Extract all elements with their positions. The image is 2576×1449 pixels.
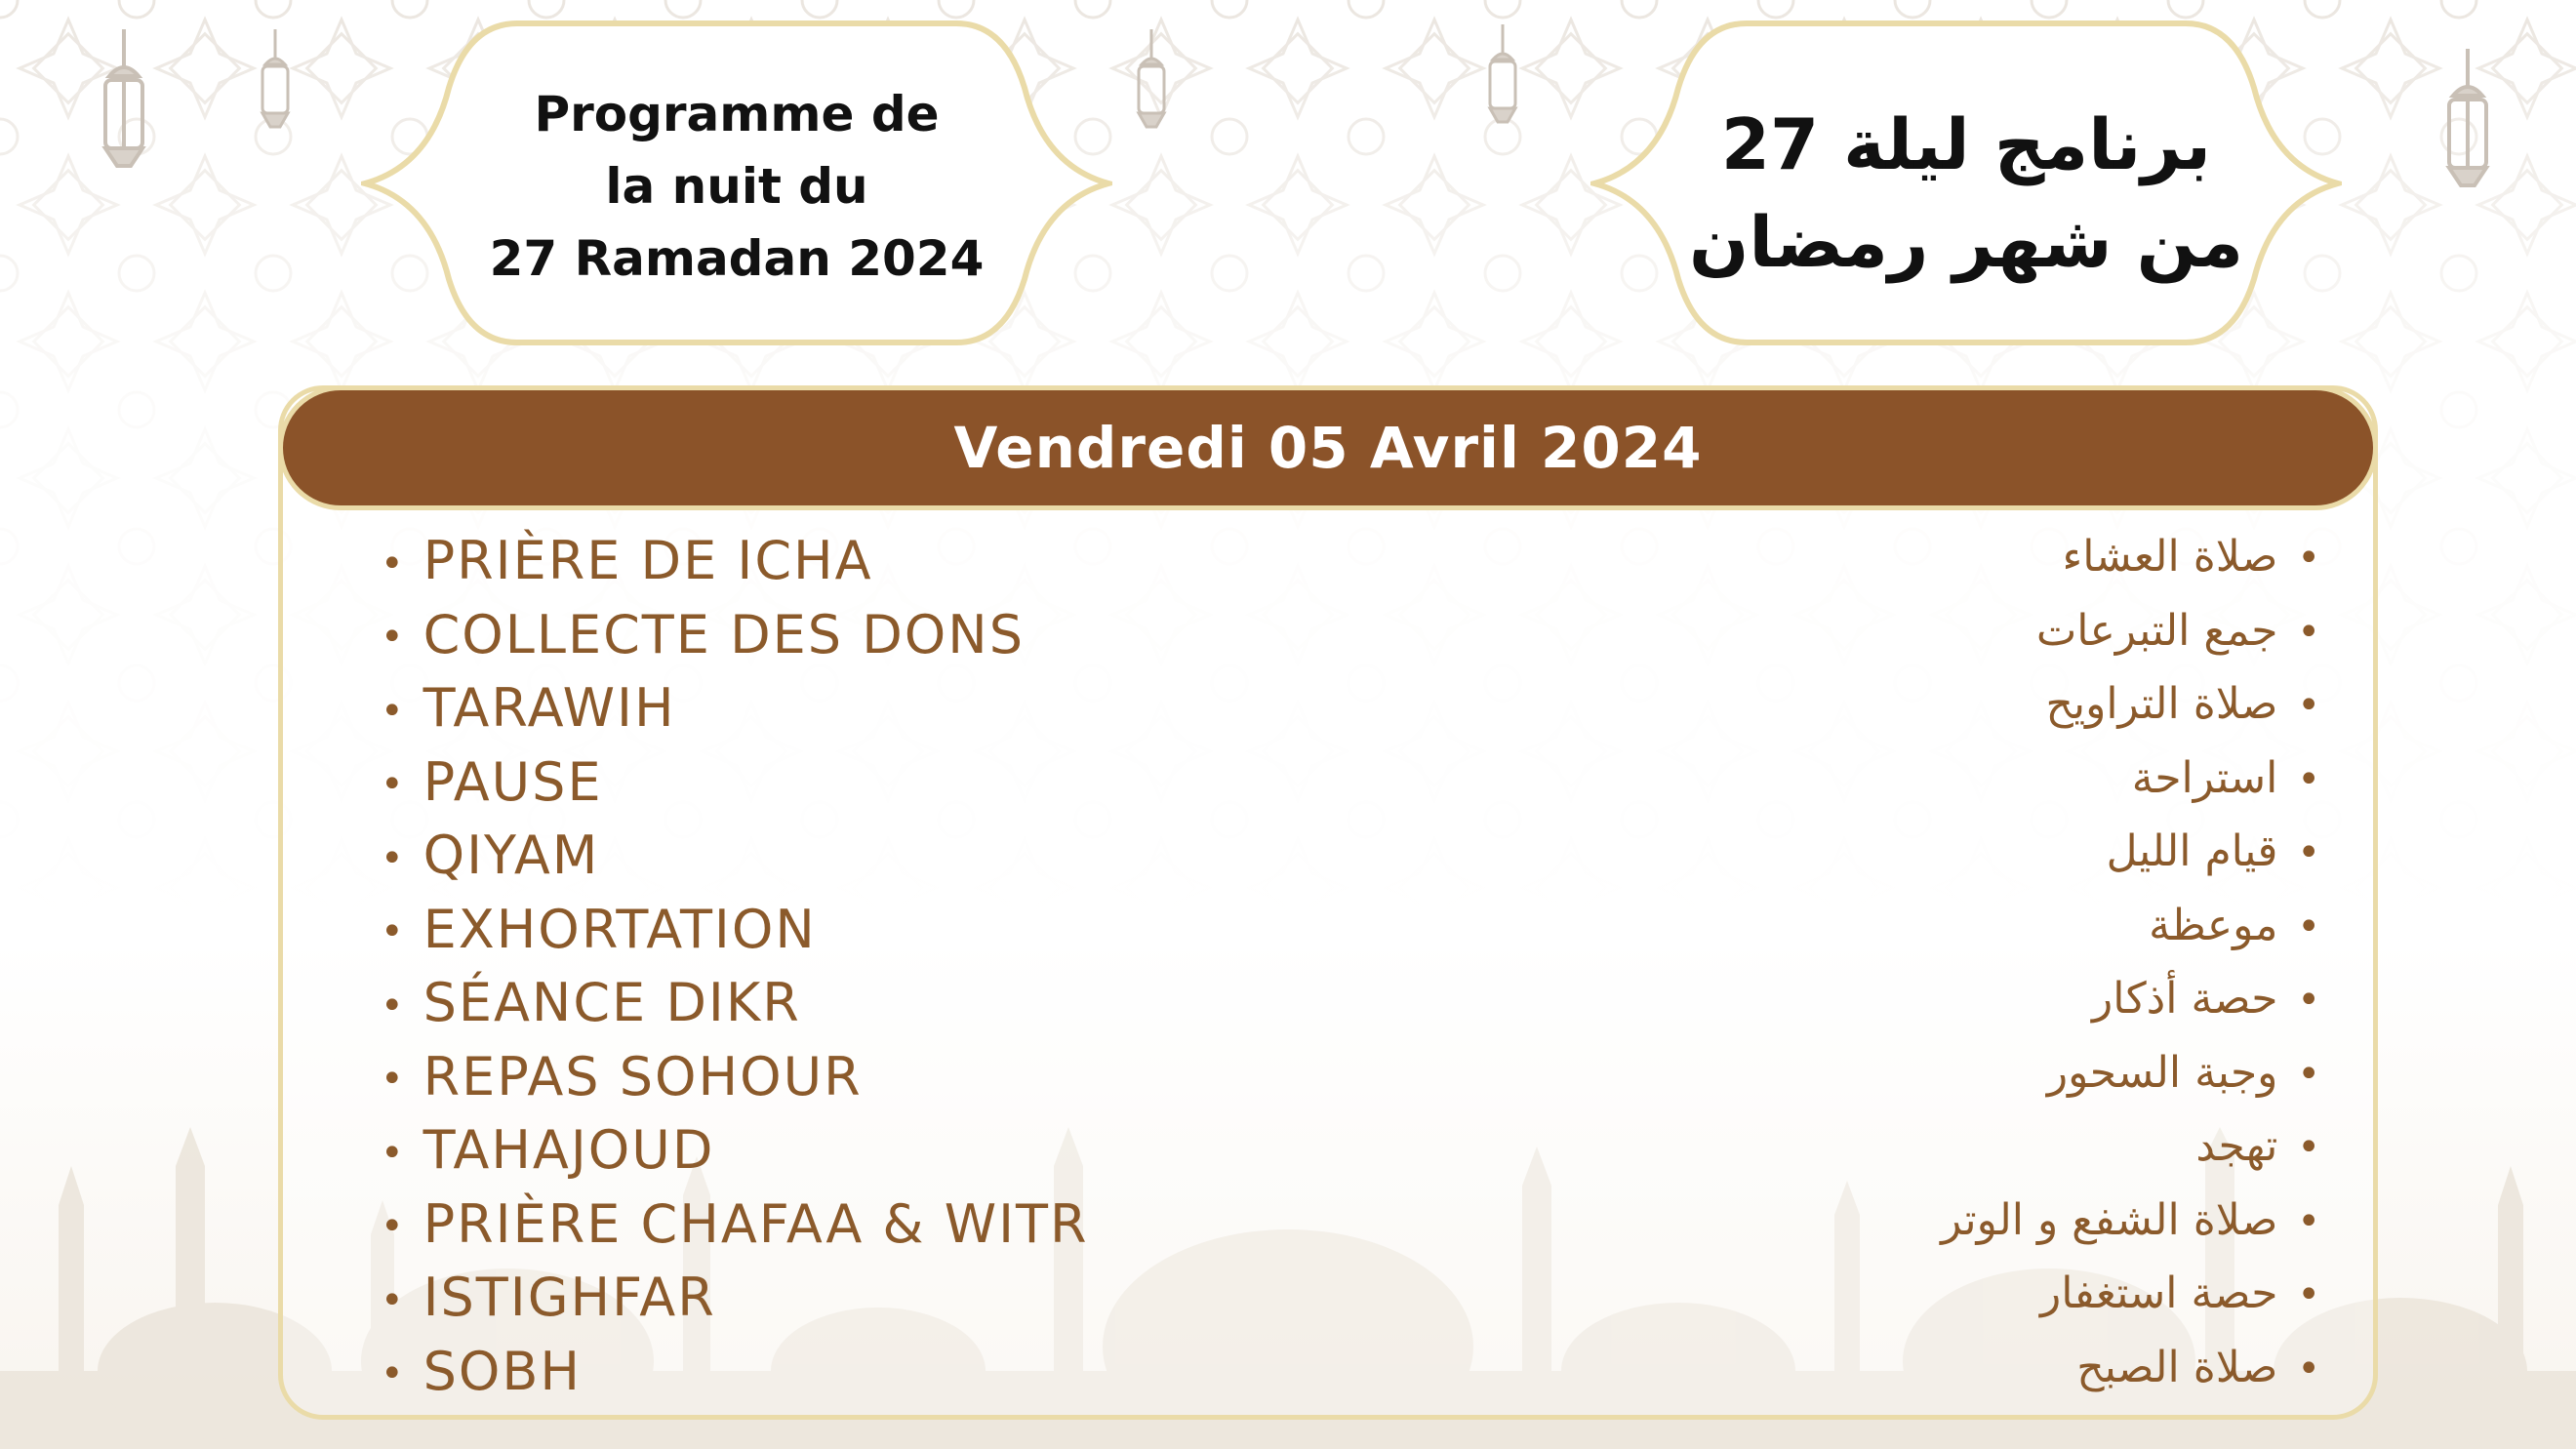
title-line: 27 Ramadan 2024 <box>489 230 985 287</box>
list-item <box>381 1113 1089 1187</box>
list-item <box>381 745 1089 820</box>
bullet: • <box>381 1057 406 1103</box>
item-label: SÉANCE DIKR <box>423 972 801 1033</box>
bullet: • <box>381 615 406 661</box>
list-item <box>1941 520 2320 594</box>
item-label: موعظة <box>2149 900 2278 950</box>
list-item <box>381 671 1089 745</box>
item-label: PRIÈRE CHAFAA & WITR <box>423 1192 1089 1255</box>
item-label: جمع التبرعات <box>2035 605 2278 656</box>
item-label: ISTIGHFAR <box>423 1267 716 1328</box>
list-item <box>381 819 1089 893</box>
list-item <box>381 598 1089 672</box>
item-label: PRIÈRE DE ICHA <box>423 530 873 591</box>
title-card-french <box>361 20 1112 346</box>
list-item <box>1941 962 2320 1036</box>
list-item <box>1941 1257 2320 1331</box>
item-label: صلاة العشاء <box>2062 532 2278 582</box>
item-label: استراحة <box>2131 752 2278 803</box>
item-label: PAUSE <box>423 750 603 813</box>
bullet: • <box>2297 978 2320 1024</box>
list-item <box>381 1335 1089 1409</box>
page-title-french <box>361 78 1112 295</box>
item-label: حصة استغفار <box>2039 1268 2278 1318</box>
bullet: • <box>2297 683 2320 729</box>
list-item <box>381 893 1089 967</box>
title-line: برنامج ليلة 27 <box>1720 103 2212 185</box>
item-label: وجبة السحور <box>2046 1047 2278 1098</box>
list-item <box>1941 889 2320 963</box>
bullet: • <box>381 688 406 734</box>
program-list-french <box>381 524 1089 1408</box>
lantern-icon <box>96 29 152 185</box>
bullet: • <box>2297 1051 2320 1097</box>
bullet: • <box>381 1351 406 1397</box>
lantern-icon <box>256 29 295 137</box>
bullet: • <box>381 1277 406 1323</box>
item-label: TAHAJOUD <box>423 1119 715 1181</box>
lantern-icon <box>1483 24 1522 132</box>
bullet: • <box>2297 1125 2320 1171</box>
list-item <box>381 1040 1089 1114</box>
lantern-icon <box>1132 29 1171 137</box>
bullet: • <box>381 1204 406 1250</box>
page-title-arabic <box>1590 96 2342 291</box>
list-item <box>381 524 1089 598</box>
lantern-icon <box>2439 49 2496 205</box>
title-line: la nuit du <box>605 158 868 215</box>
bullet: • <box>2297 1198 2320 1244</box>
title-line: Programme de <box>534 86 940 142</box>
list-item <box>381 1261 1089 1335</box>
bullet: • <box>2297 904 2320 949</box>
bullet: • <box>2297 536 2320 582</box>
list-item <box>1941 742 2320 816</box>
item-label: COLLECTE DES DONS <box>423 603 1025 665</box>
item-label: REPAS SOHOUR <box>423 1045 863 1107</box>
item-label: QIYAM <box>423 825 600 886</box>
bullet: • <box>381 983 406 1028</box>
list-item <box>1941 594 2320 668</box>
item-label: صلاة الشفع و الوتر <box>1941 1194 2278 1245</box>
item-label: صلاة التراويح <box>2045 679 2278 729</box>
date-banner: Vendredi 05 Avril 2024 <box>278 385 2378 510</box>
title-line: من شهر رمضان <box>1688 201 2244 283</box>
list-item <box>381 966 1089 1040</box>
bullet: • <box>2297 1272 2320 1318</box>
list-item <box>1941 1331 2320 1405</box>
bullet: • <box>381 541 406 586</box>
bullet: • <box>2297 830 2320 876</box>
bullet: • <box>381 1130 406 1176</box>
list-item <box>381 1187 1089 1262</box>
item-label: TARAWIH <box>423 677 676 739</box>
item-label: قيام الليل <box>2106 826 2278 876</box>
title-card-arabic <box>1590 20 2342 346</box>
list-item <box>1941 1184 2320 1258</box>
bullet: • <box>2297 756 2320 802</box>
item-label: حصة أذكار <box>2092 974 2278 1024</box>
item-label: EXHORTATION <box>423 898 817 960</box>
bullet: • <box>381 835 406 881</box>
bullet: • <box>381 762 406 808</box>
list-item <box>1941 815 2320 889</box>
bullet: • <box>381 909 406 955</box>
list-item <box>1941 667 2320 742</box>
item-label: صلاة الصبح <box>2076 1342 2278 1392</box>
list-item <box>1941 1036 2320 1110</box>
program-list-arabic <box>1941 520 2320 1404</box>
bullet: • <box>2297 609 2320 655</box>
bullet: • <box>2297 1346 2320 1391</box>
item-label: SOBH <box>423 1340 583 1402</box>
list-item <box>1941 1109 2320 1184</box>
item-label: تهجد <box>2195 1121 2278 1171</box>
